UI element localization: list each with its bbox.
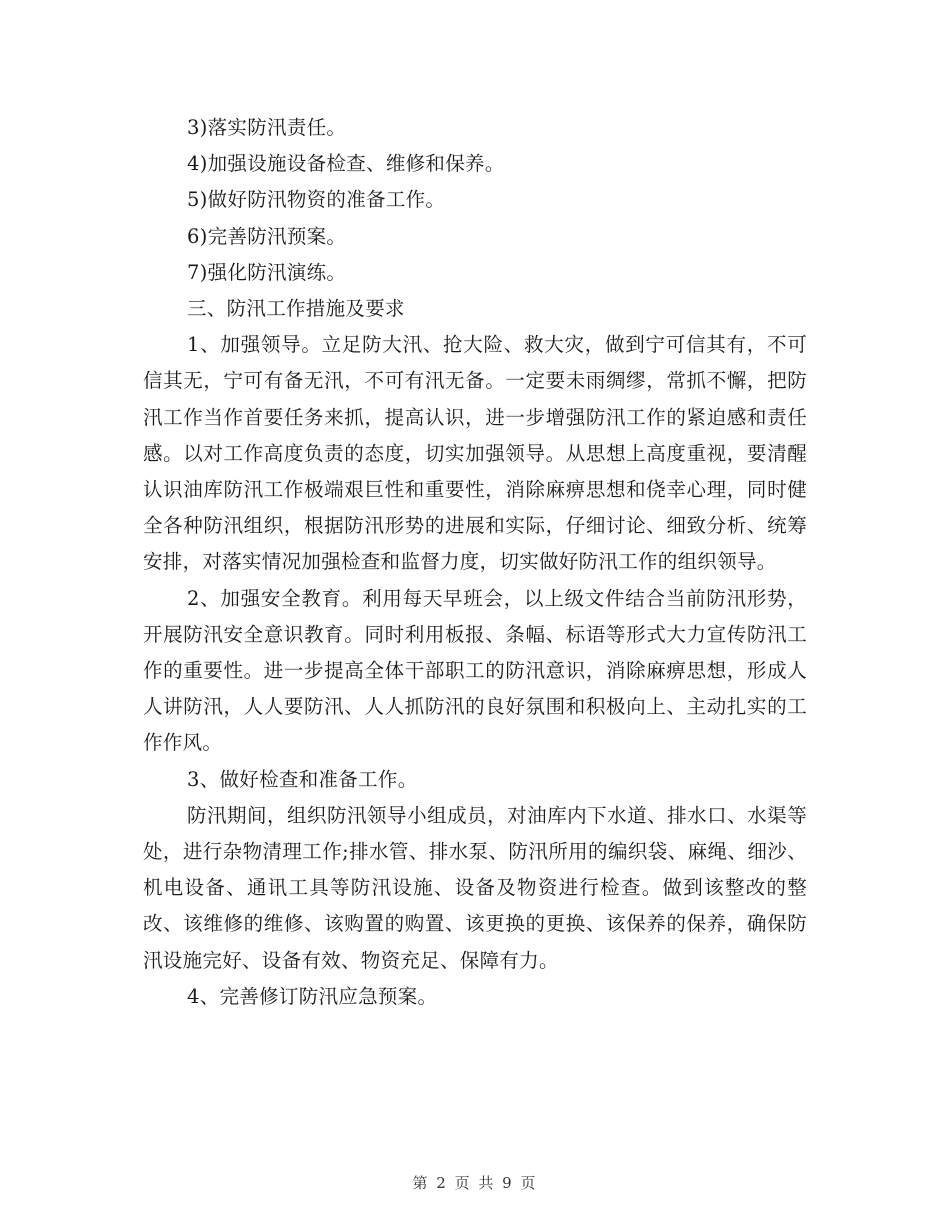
paragraph-heading: 3、做好检查和准备工作。: [187, 767, 418, 791]
document-body: [143, 110, 807, 1015]
list-item: 6)完善防汛预案。: [187, 224, 347, 248]
paragraph: 防汛期间，组织防汛领导小组成员，对油库内下水道、排水口、水渠等处，进行杂物清理工作;排水管、排水泵、防汛所用的编织袋、麻绳、细沙、机电设备、通讯工具等防汛设施、设备及物资进行检查。做到该整改的整改、该维修的维修、该购置的购置、该更换的更换、该保养的保养，确保防汛设施完好、设备有效、物资充足、保障有力。: [143, 803, 807, 972]
paragraph: 2、加强安全教育。利用每天早班会，以上级文件结合当前防汛形势，开展防汛安全意识教育。同时利用板报、条幅、标语等形式大力宣传防汛工作的重要性。进一步提高全体干部职工的防汛意识，消除麻痹思想，形成人人讲防汛，人人要防汛、人人抓防汛的良好氛围和积极向上、主动扎实的工作作风。: [143, 586, 807, 755]
paragraph: 1、加强领导。立足防大汛、抢大险、救大灾，做到宁可信其有，不可信其无，宁可有备无汛，不可有汛无备。一定要未雨绸缪，常抓不懈，把防汛工作当作首要任务来抓，提高认识，进一步增强防汛工作的紧迫感和责任感。以对工作高度负责的态度，切实加强领导。从思想上高度重视，要清醒认识油库防汛工作极端艰巨性和重要性，消除麻痹思想和侥幸心理，同时健全各种防汛组织，根据防汛形势的进展和实际，仔细讨论、细致分析、统筹安排，对落实情况加强检查和监督力度，切实做好防汛工作的组织领导。: [143, 333, 807, 574]
section-heading: 三、防汛工作措施及要求: [187, 296, 405, 320]
list-item: 5)做好防汛物资的准备工作。: [187, 188, 446, 212]
page-number-footer: 第 2 页 共 9 页: [412, 1174, 538, 1192]
list-item: 7)强化防汛演练。: [187, 260, 347, 284]
paragraph-heading: 4、完善修订防汛应急预案。: [187, 984, 438, 1008]
list-item: 3)落实防汛责任。: [187, 116, 347, 139]
list-item: 4)加强设施设备检查、维修和保养。: [187, 152, 505, 176]
